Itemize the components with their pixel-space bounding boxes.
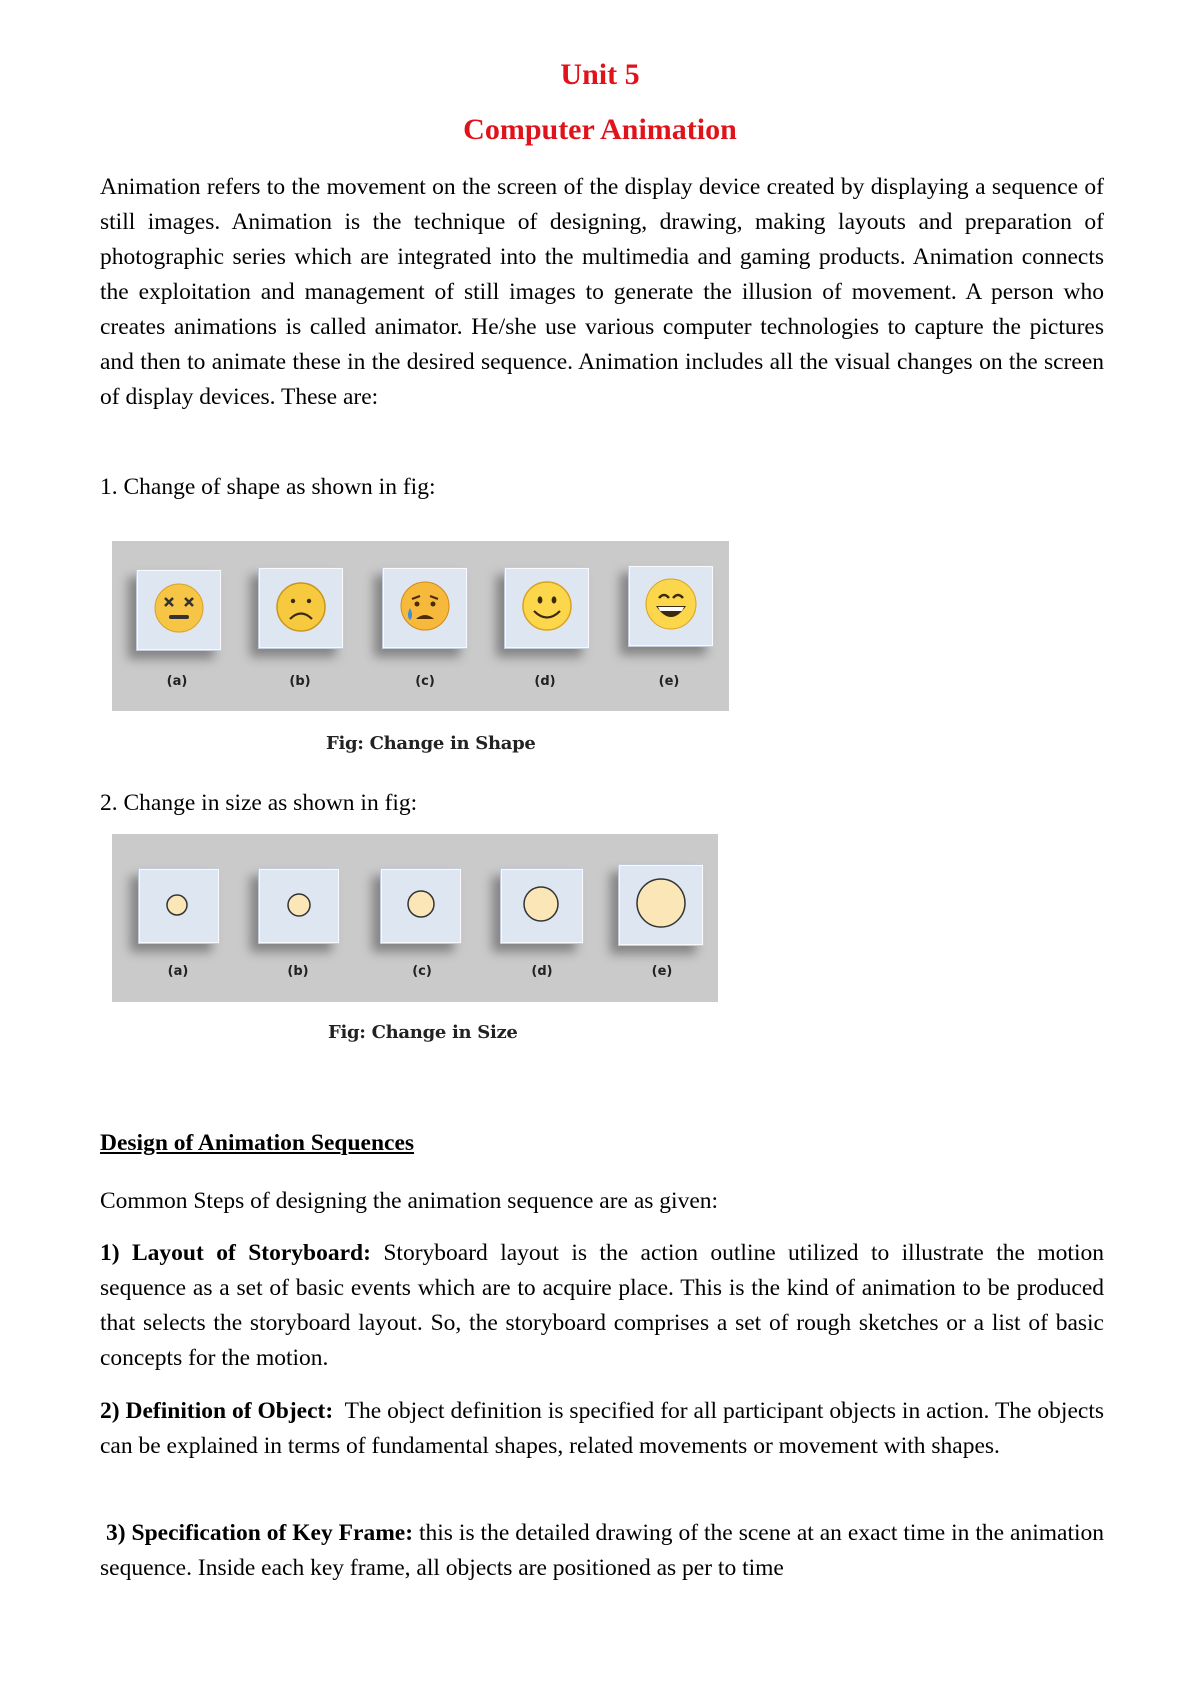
tile-d (504, 567, 590, 649)
section-heading: Design of Animation Sequences (100, 1130, 415, 1156)
step-text: Storyboard layout is the action outline utilized to illustrate the motion sequence as a set of basic events which are to acquire place. This is the kind of animation to be produced that selects the storyboard layout. So, the storyboard comprises a set of rough sketches or a list of basic concepts for the motion. (100, 1240, 1104, 1371)
size-tile-a (138, 868, 220, 944)
circle-icon (381, 869, 461, 943)
tile-c (382, 567, 468, 649)
label-a: (a) (166, 674, 188, 689)
step-storyboard (100, 1236, 1104, 1376)
unit-title: Unit 5 (560, 58, 640, 91)
smiling-face-icon (505, 568, 589, 648)
dizzy-face-icon (137, 570, 221, 650)
label-b: (b) (289, 674, 311, 689)
circle-icon (139, 869, 219, 943)
figure-caption-size: Fig: Change in Size (328, 1022, 518, 1043)
size-label-e: (e) (651, 964, 673, 979)
label-d: (d) (534, 674, 556, 689)
step-title: 1) Layout of Storyboard: (100, 1240, 371, 1266)
step-key-frame (100, 1516, 1104, 1586)
item-change-of-shape: 1. Change of shape as shown in fig: (100, 474, 436, 500)
grinning-face-icon (629, 566, 713, 646)
circle-icon (619, 865, 703, 945)
step-title: 3) Specification of Key Frame: (106, 1520, 414, 1546)
size-tile-e (618, 864, 704, 946)
circle-icon (501, 869, 583, 943)
step-text: The object definition is specified for all participant objects in action. The objects can be explained in terms of fundamental shapes, related movements or movement with shapes. (100, 1398, 1110, 1459)
step-text: this is the detailed drawing of the scene at an exact time in the animation sequence. Inside each key frame, all objects are positioned as per to time (100, 1520, 1105, 1581)
size-label-b: (b) (287, 964, 309, 979)
size-tile-d (500, 868, 584, 944)
size-label-a: (a) (167, 964, 189, 979)
circle-icon (259, 869, 339, 943)
figure-change-in-shape (112, 541, 729, 711)
step-title: 2) Definition of Object: (100, 1398, 334, 1424)
intro-paragraph: Animation refers to the movement on the screen of the display device created by displaying a sequence of still images. Animation is the technique of designing, drawing, making layouts and preparation of photographic series which are integrated into the multimedia and gaming products. Animation connects the exploitation and management of still images to generate the illusion of movement. A person who creates animations is called animator. He/she use various computer technologies to capture the pictures and then to animate these in the desired sequence. Animation includes all the visual changes on the screen of display devices. These are: (100, 174, 1104, 410)
figure-caption-shape: Fig: Change in Shape (326, 733, 536, 754)
figure-change-in-size (112, 834, 718, 1002)
item-change-in-size: 2. Change in size as shown in fig: (100, 790, 418, 816)
chapter-title: Computer Animation (463, 113, 737, 146)
size-label-c: (c) (412, 964, 432, 979)
size-tile-b (258, 868, 340, 944)
label-c: (c) (415, 674, 435, 689)
step-object-definition (100, 1394, 1110, 1464)
tile-e (628, 565, 714, 647)
frowning-face-icon (259, 568, 343, 648)
size-tile-c (380, 868, 462, 944)
section-intro: Common Steps of designing the animation sequence are as given: (100, 1188, 719, 1214)
crying-face-icon (383, 568, 467, 648)
tile-a (136, 569, 222, 651)
label-e: (e) (658, 674, 680, 689)
tile-b (258, 567, 344, 649)
size-label-d: (d) (531, 964, 553, 979)
